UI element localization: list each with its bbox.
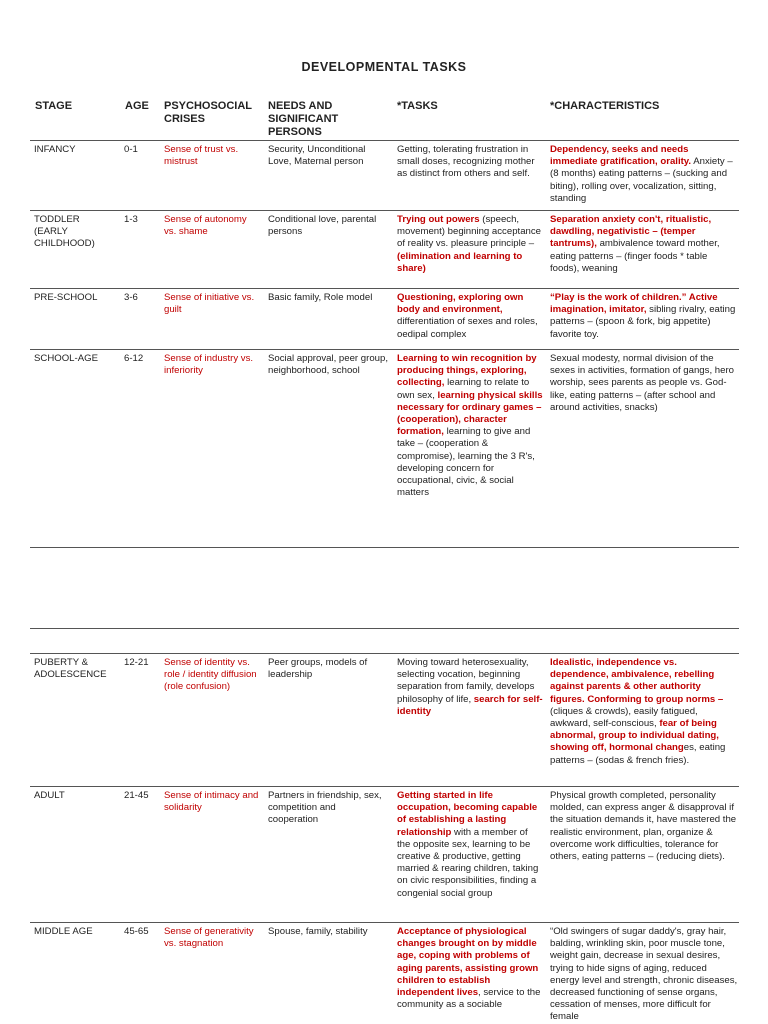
text-segment: (elimination and learning to share)	[397, 250, 523, 274]
crisis-cell: Sense of industry vs. inferiority	[164, 353, 254, 377]
header-crises: PSYCHOSOCIAL CRISES	[164, 100, 252, 125]
needs-cell: Peer groups, models of leadership	[268, 657, 368, 681]
text-segment: Questioning, exploring own body and environment,	[397, 292, 524, 316]
age-cell: 0-1	[124, 144, 138, 155]
needs-cell: Spouse, family, stability	[268, 926, 368, 937]
tasks-cell	[397, 292, 543, 341]
table-row	[30, 786, 739, 899]
tasks-cell	[397, 657, 543, 718]
text-segment: Moving toward heterosexuality, selecting vocation, beginning separation from family, develops philosophy of life,	[397, 657, 535, 705]
table-row	[30, 288, 739, 340]
crisis-cell: Sense of trust vs. mistrust	[164, 144, 239, 168]
text-segment: Dependency, seeks and needs immediate gratification, orality.	[550, 144, 692, 168]
characteristics-cell	[550, 214, 738, 275]
page-title: DEVELOPMENTAL TASKS	[301, 60, 467, 74]
characteristics-cell	[550, 926, 738, 1024]
page-break-line	[30, 628, 739, 629]
text-segment: , service to the community as a sociable	[397, 987, 541, 1011]
text-segment: Getting started in life occupation, becoming capable of establishing a lasting relationship	[397, 790, 538, 838]
age-cell: 21-45	[124, 790, 149, 801]
tasks-cell	[397, 926, 543, 1011]
age-cell: 6-12	[124, 353, 144, 364]
characteristics-cell	[550, 657, 738, 767]
header-age: AGE	[125, 100, 149, 112]
header-tasks: *TASKS	[397, 100, 438, 112]
crisis-cell: Sense of intimacy and solidarity	[164, 790, 259, 814]
needs-cell: Social approval, peer group, neighborhood, school	[268, 353, 388, 377]
stage-cell: MIDDLE AGE	[34, 926, 93, 937]
stage-cell: TODDLER (EARLY CHILDHOOD)	[34, 214, 95, 250]
crisis-cell: Sense of autonomy vs. shame	[164, 214, 247, 238]
text-segment: Separation anxiety con't, ritualistic, dawdling, negativistic – (temper tantrums),	[550, 214, 712, 250]
page-break-line	[30, 547, 739, 548]
table-row	[30, 140, 739, 204]
table-row	[30, 349, 739, 499]
age-cell: 45-65	[124, 926, 149, 937]
text-segment: Trying out powers	[397, 214, 480, 225]
text-segment: Getting, tolerating frustration in small doses, recognizing mother as distinct from others and self.	[397, 144, 535, 180]
header-stage: STAGE	[35, 100, 73, 112]
needs-cell: Partners in friendship, sex, competition and cooperation	[268, 790, 382, 826]
text-segment: learning to give and take – (cooperation & compromise), learning the 3 R's, developing concern for occupational, civic, & social matters	[397, 426, 535, 499]
table-row	[30, 210, 739, 274]
text-segment: Idealistic, independence vs. dependence, ambivalence, rebelling against parents & other authority figures. Conforming to group norms –	[550, 657, 724, 705]
header-characteristics: *CHARACTERISTICS	[550, 100, 660, 112]
text-segment: learning to relate to own sex,	[397, 377, 530, 401]
characteristics-cell	[550, 144, 738, 205]
age-cell: 1-3	[124, 214, 138, 225]
text-segment: search for self-identity	[397, 693, 543, 717]
text-segment: fear of being abnormal, group to individual dating, showing off, hormonal chang	[550, 718, 719, 754]
needs-cell: Conditional love, parental persons	[268, 214, 377, 238]
stage-cell: INFANCY	[34, 144, 76, 155]
crisis-cell: Sense of initiative vs. guilt	[164, 292, 255, 316]
characteristics-cell	[550, 790, 738, 863]
crisis-cell: Sense of generativity vs. stagnation	[164, 926, 254, 950]
text-segment: sibling rivalry, eating patterns – (spoon & fork, big appetite) favorite toy.	[550, 304, 736, 340]
text-segment: Physical growth completed, personality molded, can express anger & disapproval if the situation demands it, have mastered the realistic environment, plan, organize & overcome work difficulties, tolerance for others, eating patterns – (reducing diets).	[550, 790, 737, 863]
text-segment: Sexual modesty, normal division of the sexes in activities, formation of gangs, hero worship, sees parents as people vs. God-like, eating patterns – (after school and around activities, snacks)	[550, 353, 734, 413]
table-row	[30, 653, 739, 766]
needs-cell: Security, Unconditional Love, Maternal person	[268, 144, 366, 168]
tasks-cell	[397, 353, 543, 499]
text-segment: “Play is the work of children.” Active imagination, imitator,	[550, 292, 718, 316]
text-segment: (speech, movement) beginning acceptance of reality vs. pleasure principle –	[397, 214, 541, 250]
crisis-cell: Sense of identity vs. role / identity diffusion (role confusion)	[164, 657, 257, 693]
tasks-cell	[397, 144, 543, 181]
stage-cell: PRE-SCHOOL	[34, 292, 98, 303]
text-segment: (cliques & crowds), easily fatigued, awkward, self-conscious,	[550, 705, 698, 730]
text-segment: “Old swingers of sugar daddy's, gray hair, balding, wrinkling skin, poor muscle tone, weight gain, decrease in sexual desires, trying to hide signs of aging, reduced energy level and strength, chronic diseases, decreased functioning of sense organs, cessation of menses, more difficult for female	[550, 926, 738, 1023]
stage-cell: PUBERTY & ADOLESCENCE	[34, 657, 107, 681]
text-segment: learning physical skills necessary for ordinary games – (cooperation), character formation,	[397, 389, 543, 438]
needs-cell: Basic family, Role model	[268, 292, 373, 303]
characteristics-cell	[550, 292, 738, 341]
table-row	[30, 922, 739, 1023]
header-needs: NEEDS AND SIGNIFICANT PERSONS	[268, 100, 339, 138]
tasks-cell	[397, 790, 543, 900]
text-segment: differentiation of sexes and roles, oedipal complex	[397, 316, 538, 340]
characteristics-cell	[550, 353, 738, 414]
text-segment: ambivalence toward mother, eating patterns – (finger foods * table foods), weaning	[550, 238, 720, 274]
tasks-cell	[397, 214, 543, 275]
age-cell: 3-6	[124, 292, 138, 303]
text-segment: Learning to win recognition by producing things, exploring, collecting,	[397, 353, 537, 389]
stage-cell: SCHOOL-AGE	[34, 353, 98, 364]
stage-cell: ADULT	[34, 790, 65, 801]
text-segment: Anxiety – (8 months) eating patterns – (sucking and biting), rolling over, vocalization, sitting, standing	[550, 156, 733, 204]
age-cell: 12-21	[124, 657, 149, 668]
text-segment: with a member of the opposite sex, learning to be creative & productive, getting married & rearing children, taking on civic responsibilities, finding a congenial social group	[397, 826, 539, 899]
text-segment: Acceptance of physiological changes brought on by middle age, coping with problems of aging parents, assisting grown children to establish independent lives	[397, 926, 539, 999]
text-segment: es, eating patterns – (sodas & french fries).	[550, 742, 726, 766]
